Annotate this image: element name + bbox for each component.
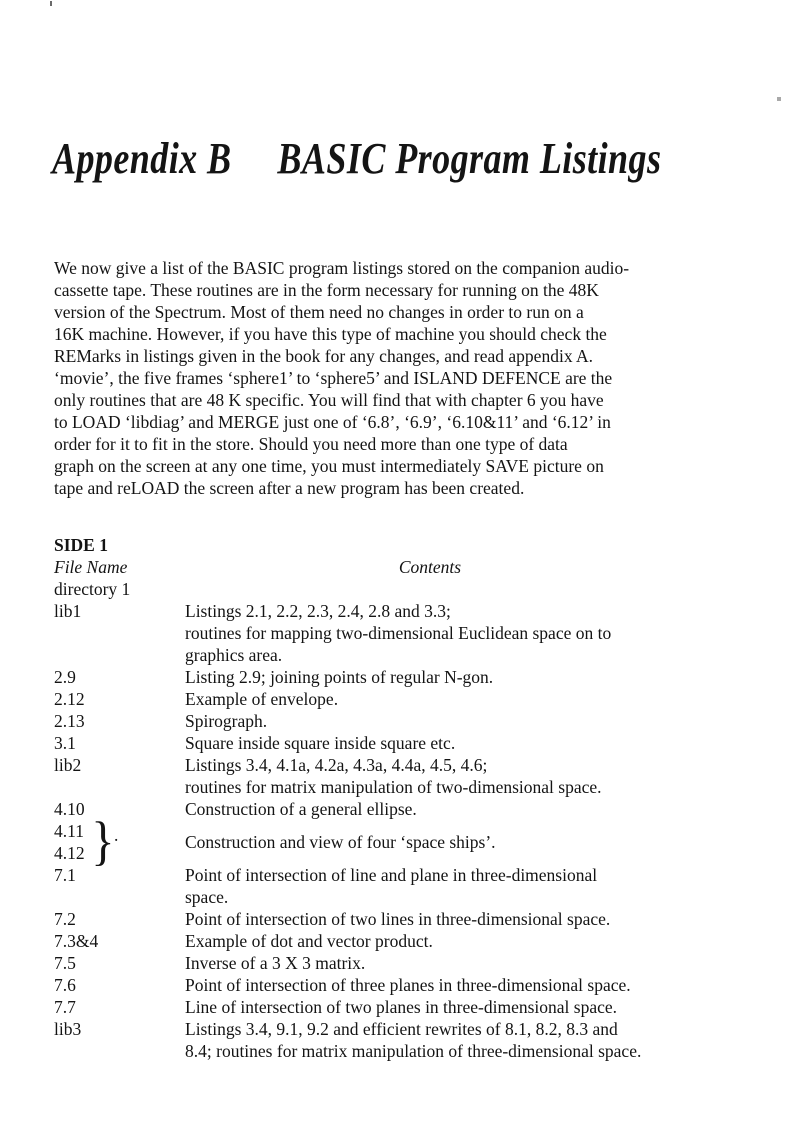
table-row: [54, 864, 774, 886]
table-row: [54, 666, 774, 688]
contents-cell: Example of envelope.: [185, 689, 339, 709]
page-title-subject: BASIC Program Listings: [277, 134, 662, 183]
file-cell: 7.7: [54, 997, 76, 1017]
contents-cell: Point of intersection of three planes in three-dimensional space.: [185, 975, 631, 995]
contents-cell: Listings 3.4, 9.1, 9.2 and efficient rewrites of 8.1, 8.2, 8.3 and: [185, 1019, 618, 1039]
table-row: [54, 644, 774, 666]
contents-column-header: Contents: [398, 557, 462, 577]
table-row: [54, 798, 774, 820]
table-row: [54, 600, 774, 622]
file-cell: 2.9: [54, 667, 76, 687]
file-cell: [54, 776, 185, 798]
stray-dot-mark: .: [114, 825, 119, 845]
table-row: [54, 930, 774, 952]
file-cell: 7.6: [54, 975, 76, 995]
page-title-appendix: Appendix B: [52, 134, 232, 183]
directory-label: directory 1: [54, 579, 131, 599]
table-row: [54, 754, 774, 776]
table-row: [54, 688, 774, 710]
contents-cell: graphics area.: [185, 645, 283, 665]
table-row: [54, 996, 774, 1018]
contents-cell: 8.4; routines for matrix manipulation of three-dimensional space.: [185, 1041, 642, 1061]
table-row: [54, 952, 774, 974]
intro-line: tape and reLOAD the screen after a new program has been created.: [54, 478, 525, 498]
table-row: [54, 1040, 774, 1062]
intro-line: 16K machine. However, if you have this type of machine you should check the: [54, 324, 607, 344]
table-row: [54, 974, 774, 996]
table-header: [54, 556, 774, 578]
contents-cell: Listing 2.9; joining points of regular N-gon.: [185, 667, 494, 687]
file-cell: 7.2: [54, 909, 76, 929]
intro-paragraph: [54, 257, 754, 499]
table-row: [54, 622, 774, 644]
file-name-column-header: File Name: [54, 557, 128, 577]
intro-line: only routines that are 48 K specific. You will find that with chapter 6 you have: [54, 390, 604, 410]
scan-artifact-speck: [50, 1, 52, 6]
contents-cell: Inverse of a 3 X 3 matrix.: [185, 953, 366, 973]
intro-line: REMarks in listings given in the book for any changes, and read appendix A.: [54, 346, 593, 366]
intro-line: version of the Spectrum. Most of them need no changes in order to run on a: [54, 302, 584, 322]
contents-cell: Construction of a general ellipse.: [185, 799, 417, 819]
contents-cell: Spirograph.: [185, 711, 268, 731]
file-cell: 7.1: [54, 865, 76, 885]
file-cell: [54, 886, 185, 908]
table-row: [54, 886, 774, 908]
contents-cell: Construction and view of four ‘space ships’.: [185, 832, 496, 852]
intro-line: graph on the screen at any one time, you must intermediately SAVE picture on: [54, 456, 604, 476]
table-row: [54, 732, 774, 754]
file-cell: lib3: [54, 1019, 82, 1039]
contents-cell: Listings 2.1, 2.2, 2.3, 2.4, 2.8 and 3.3;: [185, 601, 451, 621]
contents-cell: routines for matrix manipulation of two-dimensional space.: [185, 777, 602, 797]
table-row: [54, 908, 774, 930]
contents-cell: Point of intersection of line and plane in three-dimensional: [185, 865, 598, 885]
intro-line: to LOAD ‘libdiag’ and MERGE just one of ‘6.8’, ‘6.9’, ‘6.10&11’ and ‘6.12’ in: [54, 412, 611, 432]
intro-line: cassette tape. These routines are in the form necessary for running on the 48K: [54, 280, 599, 300]
intro-line: We now give a list of the BASIC program listings stored on the companion audio-: [54, 258, 630, 278]
file-cell: [54, 622, 185, 644]
intro-line: order for it to fit in the store. Should you need more than one type of data: [54, 434, 568, 454]
file-cell: [54, 1040, 185, 1062]
table-row: [54, 1018, 774, 1040]
file-cell: 2.13: [54, 711, 85, 731]
file-cell-stack: [54, 820, 185, 864]
right-brace-glyph: }: [91, 811, 115, 871]
file-cell: 4.11: [54, 821, 84, 841]
file-cell: 7.5: [54, 953, 76, 973]
file-listing-table: [54, 534, 774, 1062]
intro-line: ‘movie’, the five frames ‘sphere1’ to ‘sphere5’ and ISLAND DEFENCE are the: [54, 368, 613, 388]
contents-cell: Listings 3.4, 4.1a, 4.2a, 4.3a, 4.4a, 4.5, 4.6;: [185, 755, 488, 775]
side-heading: SIDE 1: [54, 535, 108, 555]
file-cell: 4.12: [54, 843, 85, 863]
file-cell: [54, 644, 185, 666]
contents-cell: Line of intersection of two planes in three-dimensional space.: [185, 997, 618, 1017]
file-cell: 3.1: [54, 733, 76, 753]
file-cell: 4.10: [54, 799, 85, 819]
contents-cell: Square inside square inside square etc.: [185, 733, 456, 753]
table-row: [54, 710, 774, 732]
table-row-braced: [54, 811, 774, 871]
file-cell: 7.3&4: [54, 931, 99, 951]
contents-cell: Example of dot and vector product.: [185, 931, 433, 951]
file-cell: 2.12: [54, 689, 85, 709]
contents-cell: space.: [185, 887, 229, 907]
contents-cell: Point of intersection of two lines in three-dimensional space.: [185, 909, 611, 929]
file-cell: lib2: [54, 755, 82, 775]
file-cell: lib1: [54, 601, 82, 621]
page-title: [52, 133, 661, 184]
contents-cell: routines for mapping two-dimensional Euclidean space on to: [185, 623, 612, 643]
scan-artifact-speck: [777, 97, 781, 101]
table-row: [54, 776, 774, 798]
